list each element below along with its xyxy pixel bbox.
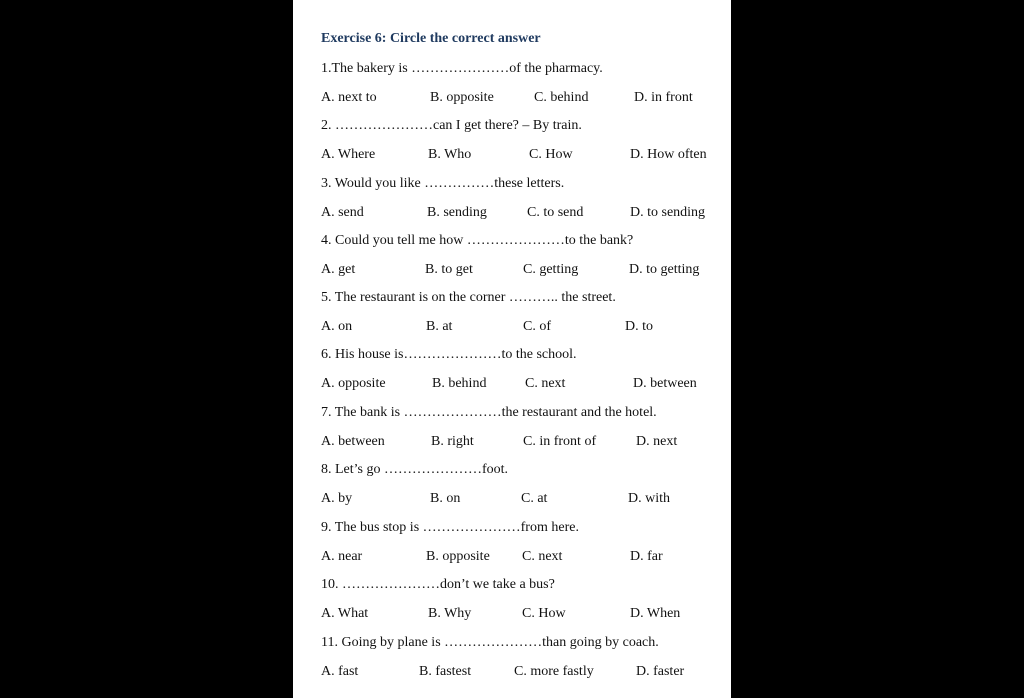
option-a[interactable]: A. opposite [321, 376, 386, 391]
option-d[interactable]: D. How often [630, 147, 707, 162]
answer-options [321, 90, 731, 110]
answer-options [321, 549, 731, 569]
option-c[interactable]: C. How [522, 606, 566, 621]
question-stem: 8. Let’s go …………………foot. [321, 462, 509, 477]
answer-options [321, 262, 731, 282]
option-a[interactable]: A. on [321, 319, 353, 334]
option-d[interactable]: D. between [633, 376, 697, 391]
question-stem: 11. Going by plane is …………………than going by coach. [321, 635, 659, 650]
option-a[interactable]: A. near [321, 549, 363, 564]
question-stem: 6. His house is…………………to the school. [321, 347, 577, 362]
option-b[interactable]: B. sending [427, 205, 487, 220]
option-a[interactable]: A. fast [321, 664, 359, 679]
answer-options [321, 319, 731, 339]
option-b[interactable]: B. on [430, 491, 461, 506]
option-b[interactable]: B. at [426, 319, 453, 334]
option-a[interactable]: A. Where [321, 147, 376, 162]
option-b[interactable]: B. to get [425, 262, 473, 277]
option-c[interactable]: C. next [525, 376, 566, 391]
option-b[interactable]: B. fastest [419, 664, 472, 679]
option-b[interactable]: B. right [431, 434, 474, 449]
option-a[interactable]: A. get [321, 262, 356, 277]
option-c[interactable]: C. of [523, 319, 551, 334]
option-c[interactable]: C. more fastly [514, 664, 594, 679]
option-d[interactable]: D. next [636, 434, 678, 449]
answer-options [321, 376, 731, 396]
answer-options [321, 664, 731, 684]
answer-options [321, 147, 731, 167]
option-d[interactable]: D. in front [634, 90, 693, 105]
question-stem: 9. The bus stop is …………………from here. [321, 520, 579, 535]
option-d[interactable]: D. When [630, 606, 681, 621]
answer-options [321, 606, 731, 626]
question-stem: 1.The bakery is …………………of the pharmacy. [321, 61, 603, 76]
option-c[interactable]: C. at [521, 491, 548, 506]
option-a[interactable]: A. What [321, 606, 369, 621]
option-b[interactable]: B. opposite [426, 549, 490, 564]
answer-options [321, 491, 731, 511]
option-a[interactable]: A. between [321, 434, 385, 449]
question-stem: 4. Could you tell me how …………………to the bank? [321, 233, 634, 248]
option-b[interactable]: B. Who [428, 147, 472, 162]
option-c[interactable]: C. getting [523, 262, 579, 277]
exercise-title: Exercise 6: Circle the correct answer [321, 31, 541, 46]
option-d[interactable]: D. far [630, 549, 663, 564]
question-stem: 10. …………………don’t we take a bus? [321, 577, 555, 592]
question-stem: 7. The bank is …………………the restaurant and the hotel. [321, 405, 657, 420]
answer-options [321, 205, 731, 225]
option-c[interactable]: C. in front of [523, 434, 597, 449]
option-b[interactable]: B. opposite [430, 90, 494, 105]
option-d[interactable]: D. faster [636, 664, 685, 679]
option-d[interactable]: D. to [625, 319, 653, 334]
option-b[interactable]: B. Why [428, 606, 472, 621]
option-a[interactable]: A. by [321, 491, 353, 506]
option-c[interactable]: C. behind [534, 90, 589, 105]
option-c[interactable]: C. How [529, 147, 573, 162]
question-stem: 3. Would you like ……………these letters. [321, 176, 565, 191]
option-a[interactable]: A. send [321, 205, 364, 220]
option-d[interactable]: D. with [628, 491, 670, 506]
option-c[interactable]: C. to send [527, 205, 584, 220]
option-b[interactable]: B. behind [432, 376, 487, 391]
question-stem: 2. …………………can I get there? – By train. [321, 118, 582, 133]
option-d[interactable]: D. to sending [630, 205, 706, 220]
option-d[interactable]: D. to getting [629, 262, 700, 277]
option-c[interactable]: C. next [522, 549, 563, 564]
worksheet-page [293, 0, 731, 698]
question-stem: 5. The restaurant is on the corner ……….. the street. [321, 290, 616, 305]
option-a[interactable]: A. next to [321, 90, 377, 105]
answer-options [321, 434, 731, 454]
